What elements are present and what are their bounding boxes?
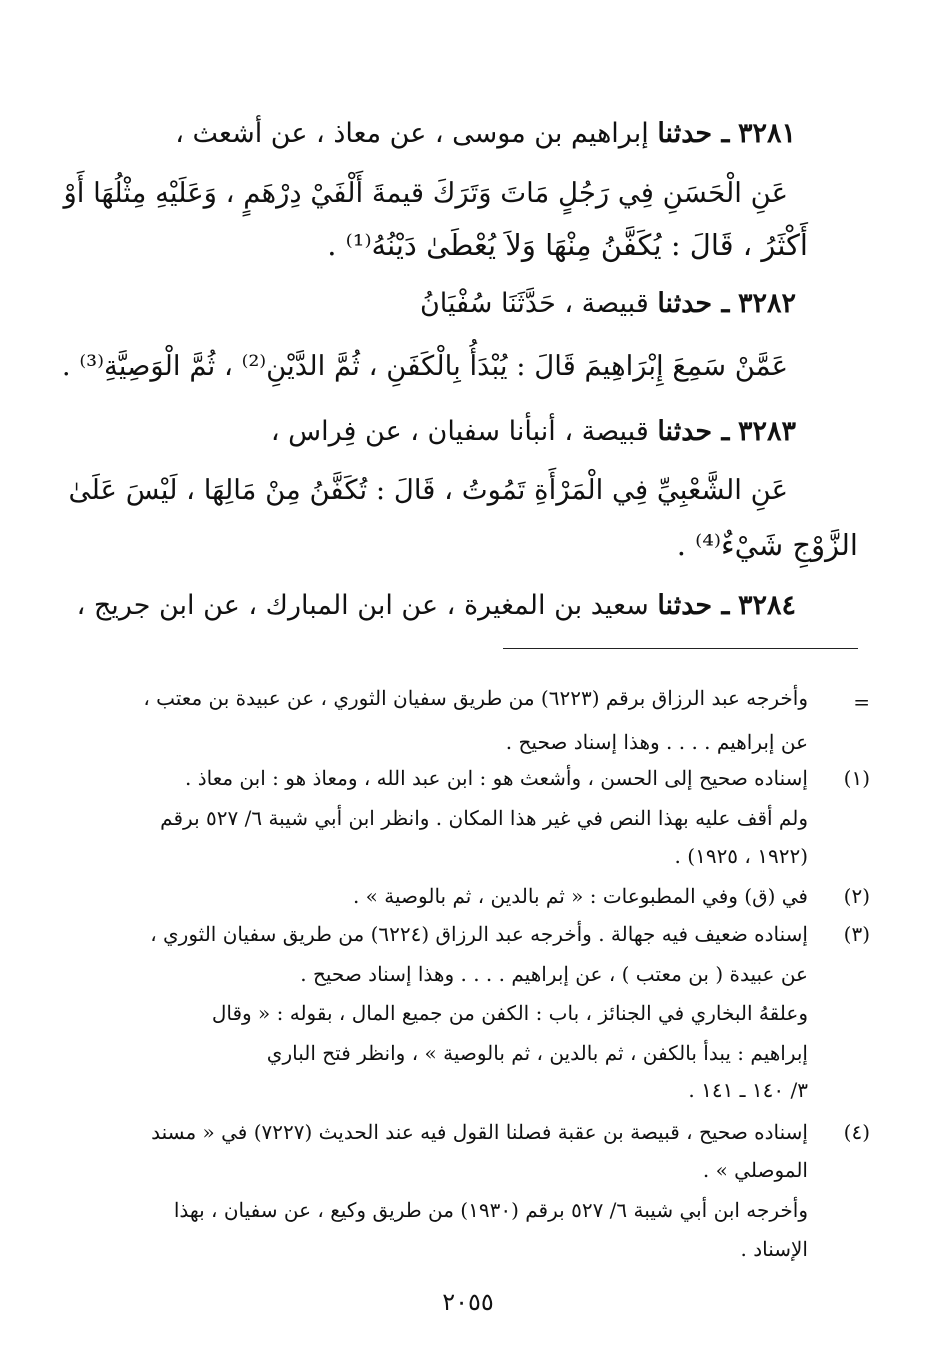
footnote-line: الموصلي » . — [702, 1158, 808, 1182]
isnad: إبراهيم بن موسى ، عن معاذ ، عن أشعث ، — [175, 118, 649, 149]
page-number: ٢٠٥٥ — [442, 1288, 494, 1316]
footnote-marker: (٢) — [843, 884, 870, 908]
footnote-line: عن عبيدة ( بن معتب ) ، عن إبراهيم . . . . وهذا إسناد صحيح . — [300, 962, 808, 986]
footnote-line: ولم أقف عليه بهذا النص في غير هذا المكان . وانظر ابن أبي شيبة ٦/ ٥٢٧ برقم — [160, 806, 808, 830]
footnote-line: إبراهيم : يبدأ بالكفن ، ثم بالدين ، ثم بالوصية » ، وانظر فتح الباري — [266, 1041, 808, 1065]
hadith-number: ٣٢٨٤ — [737, 590, 796, 621]
isnad: قبيصة ، أنبأنا سفيان ، عن فِراس ، — [270, 416, 649, 447]
isnad: سعيد بن المغيرة ، عن ابن المبارك ، عن ابن جريج ، — [76, 590, 649, 621]
hadith-number: ٣٢٨١ — [737, 118, 796, 149]
footnote-line: وأخرجه عبد الرزاق برقم (٦٢٢٣) من طريق سفيان الثوري ، عن عبيدة بن معتب ، — [143, 686, 808, 710]
isnad: قبيصة ، حَدَّثَنَا سُفْيَانُ — [419, 288, 649, 319]
matn-line: عَمَّنْ سَمِعَ إِبْرَاهِيمَ قَالَ : يُبْدَأُ بِالْكَفَنِ ، ثُمَّ الدَّيْنِ⁽²⁾ ، ثُمَّ الْوَصِيَّةِ⁽³⁾ . — [61, 350, 788, 382]
hadith-3282-header — [420, 288, 796, 319]
footnote-line: إسناده صحيح ، قبيصة بن عقبة فصلنا القول فيه عند الحديث (٧٢٢٧) في « مسند — [151, 1120, 808, 1144]
continuation-mark: = — [853, 690, 870, 714]
footnote-line: الإسناد . — [740, 1237, 808, 1261]
hadith-number: ٣٢٨٣ — [737, 416, 796, 447]
hadith-intro: ـ حدثنا — [657, 288, 730, 319]
footnote-line: إسناده ضعيف فيه جهالة . وأخرجه عبد الرزاق (٦٢٢٤) من طريق سفيان الثوري ، — [150, 922, 808, 946]
footnote-marker: (١) — [843, 766, 870, 790]
matn-line: عَنِ الشَّعْبِيِّ فِي الْمَرْأَةِ تَمُوتُ ، قَالَ : تُكَفَّنُ مِنْ مَالِهَا ، لَيْسَ عَلَىٰ — [68, 474, 788, 506]
hadith-intro: ـ حدثنا — [657, 416, 730, 447]
matn-line: أَكْثَرُ ، قَالَ : يُكَفَّنُ مِنْهَا وَلاَ يُعْطَىٰ دَيْنُهُ⁽¹⁾ . — [327, 228, 808, 262]
hadith-3284-header — [77, 590, 796, 621]
footnote-line: (١٩٢٢ ، ١٩٢٥) . — [674, 844, 808, 868]
footnote-marker: (٤) — [843, 1120, 870, 1144]
hadith-intro: ـ حدثنا — [657, 118, 730, 149]
hadith-3281-header — [175, 118, 796, 149]
footnote-line: وأخرجه ابن أبي شيبة ٦/ ٥٢٧ برقم (١٩٣٠) من طريق وكيع ، عن سفيان ، بهذا — [173, 1198, 808, 1222]
footnote-line: وعلقهُ البخاري في الجنائز ، باب : الكفن من جميع المال ، بقوله : « وقال — [211, 1001, 808, 1025]
hadith-3283-header — [271, 416, 796, 447]
footnote-line: عن إبراهيم . . . . وهذا إسناد صحيح . — [505, 730, 808, 754]
hadith-intro: ـ حدثنا — [657, 590, 730, 621]
footnote-separator — [503, 648, 858, 649]
footnote-line: ٣/ ١٤٠ ـ ١٤١ . — [688, 1078, 808, 1102]
matn-line: الزَّوْجِ شَيْءٌ⁽⁴⁾ . — [676, 528, 858, 562]
hadith-number: ٣٢٨٢ — [737, 288, 796, 319]
footnote-line: إسناده صحيح إلى الحسن ، وأشعث هو : ابن عبد الله ، ومعاذ هو : ابن معاذ . — [185, 766, 808, 790]
matn-line: عَنِ الْحَسَنِ فِي رَجُلٍ مَاتَ وَتَرَكَ قيمةَ أَلْفَيْ دِرْهَمٍ ، وَعَلَيْهِ مِثْلُهَا أَوْ — [63, 177, 788, 209]
footnote-marker: (٣) — [843, 922, 870, 946]
footnote-line: في (ق) وفي المطبوعات : « ثم بالدين ، ثم بالوصية » . — [352, 884, 808, 908]
